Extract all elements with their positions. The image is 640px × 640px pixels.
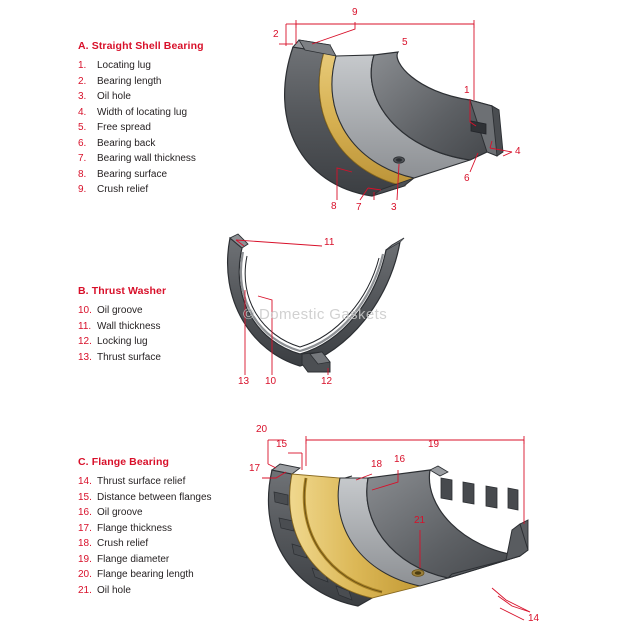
legend-b-item-13 — [78, 350, 166, 366]
legend-a-item-9-number: 9. — [78, 184, 87, 195]
figure-flange-bearing — [268, 464, 528, 606]
legend-b-item-13-number: 13. — [78, 351, 92, 363]
legend-flange-bearing — [78, 456, 212, 598]
legend-c-item-14 — [78, 474, 212, 490]
legend-c-item-21 — [78, 583, 212, 599]
legend-b-item-11-number: 11. — [78, 320, 92, 332]
legend-a-title: A. Straight Shell Bearing — [78, 40, 204, 52]
legend-a-item-1-number: 1. — [78, 60, 87, 71]
legend-c-item-19-label: Flange diameter — [97, 553, 170, 565]
legend-a-item-4-number: 4. — [78, 106, 87, 118]
legend-c-item-15-label: Distance between flanges — [97, 491, 212, 503]
legend-c-item-20-label: Flange bearing length — [97, 569, 194, 580]
callout-2: 2 — [273, 29, 279, 40]
callout-9: 9 — [352, 7, 358, 18]
legend-a-item-7-label: Bearing wall thickness — [97, 153, 196, 164]
watermark: © Domestic Gaskets — [243, 306, 388, 323]
legend-thrust-washer — [78, 285, 166, 365]
legend-a-item-1-label: Locating lug — [97, 60, 151, 71]
legend-a-item-6-number: 6. — [78, 137, 87, 149]
legend-b-item-11 — [78, 319, 166, 335]
callout-16: 16 — [394, 454, 406, 465]
legend-b-item-13-label: Thrust surface — [97, 351, 161, 363]
legend-b-title: B. Thrust Washer — [78, 285, 167, 297]
legend-b-item-11-label: Wall thickness — [97, 320, 161, 332]
callout-10: 10 — [265, 376, 277, 387]
legend-b-item-12-number: 12. — [78, 336, 92, 347]
legend-a-item-8 — [78, 167, 204, 183]
callout-3: 3 — [391, 202, 397, 213]
legend-c-item-16 — [78, 505, 212, 521]
legend-c-item-17 — [78, 521, 212, 537]
legend-a-item-8-label: Bearing surface — [97, 168, 168, 180]
callout-17: 17 — [249, 463, 261, 474]
legend-b-item-10 — [78, 303, 166, 319]
callout-11: 11 — [324, 237, 335, 248]
legend-c-item-21-number: 21. — [78, 584, 92, 596]
legend-a-item-8-number: 8. — [78, 168, 87, 180]
callout-6: 6 — [464, 173, 470, 184]
legend-c-item-18-label: Crush relief — [97, 538, 149, 549]
legend-c-title: C. Flange Bearing — [78, 456, 169, 468]
callout-4: 4 — [515, 146, 521, 157]
legend-c-item-15-number: 15. — [78, 491, 92, 503]
legend-a-item-6-label: Bearing back — [97, 137, 156, 149]
legend-b-item-12 — [78, 334, 166, 350]
legend-a-item-3 — [78, 89, 204, 105]
legend-a-item-6 — [78, 136, 204, 152]
legend-a-item-7-number: 7. — [78, 153, 87, 164]
callout-8: 8 — [331, 201, 337, 212]
legend-c-item-17-label: Flange thickness — [97, 522, 173, 534]
legend-b-item-10-number: 10. — [78, 305, 92, 316]
callout-7: 7 — [356, 202, 362, 213]
legend-c-item-20 — [78, 567, 212, 583]
legend-c-item-14-label: Thrust surface relief — [97, 476, 186, 487]
legend-a-item-3-number: 3. — [78, 91, 87, 102]
legend-a-item-2-label: Bearing length — [97, 75, 162, 87]
callout-12: 12 — [321, 376, 333, 387]
callout-14: 14 — [528, 613, 540, 624]
legend-c-item-21-label: Oil hole — [97, 584, 131, 596]
legend-a-item-5 — [78, 120, 204, 136]
legend-a-item-9 — [78, 182, 204, 198]
legend-c-item-17-number: 17. — [78, 522, 92, 534]
legend-a-item-1 — [78, 58, 204, 74]
legend-a-item-4 — [78, 105, 204, 121]
legend-a-item-4-label: Width of locating lug — [97, 106, 188, 118]
legend-a-item-5-number: 5. — [78, 122, 87, 133]
callout-15: 15 — [276, 439, 288, 450]
legend-c-item-18-number: 18. — [78, 538, 92, 549]
legend-c-item-19 — [78, 552, 212, 568]
callout-20: 20 — [256, 424, 268, 435]
legend-a-item-2 — [78, 74, 204, 90]
callout-19: 19 — [428, 439, 440, 450]
callout-13: 13 — [238, 376, 250, 387]
legend-c-item-16-number: 16. — [78, 507, 92, 518]
legend-straight-shell-bearing — [78, 40, 204, 198]
callout-5: 5 — [402, 37, 408, 48]
legend-c-item-15 — [78, 490, 212, 506]
legend-c-item-20-number: 20. — [78, 569, 92, 580]
legend-a-item-9-label: Crush relief — [97, 184, 149, 195]
legend-a-item-5-label: Free spread — [97, 122, 151, 133]
legend-c-item-16-label: Oil groove — [97, 507, 143, 518]
legend-b-item-12-label: Locking lug — [97, 336, 148, 347]
legend-c-item-18 — [78, 536, 212, 552]
callout-21: 21 — [414, 515, 426, 526]
callout-18: 18 — [371, 459, 383, 470]
legend-a-item-7 — [78, 151, 204, 167]
callout-1: 1 — [464, 85, 470, 96]
legend-b-item-10-label: Oil groove — [97, 305, 143, 316]
legend-a-item-2-number: 2. — [78, 75, 87, 87]
legend-c-item-14-number: 14. — [78, 476, 92, 487]
legend-a-item-3-label: Oil hole — [97, 91, 131, 102]
legend-c-item-19-number: 19. — [78, 553, 92, 565]
figure-thrust-washer — [228, 234, 404, 372]
